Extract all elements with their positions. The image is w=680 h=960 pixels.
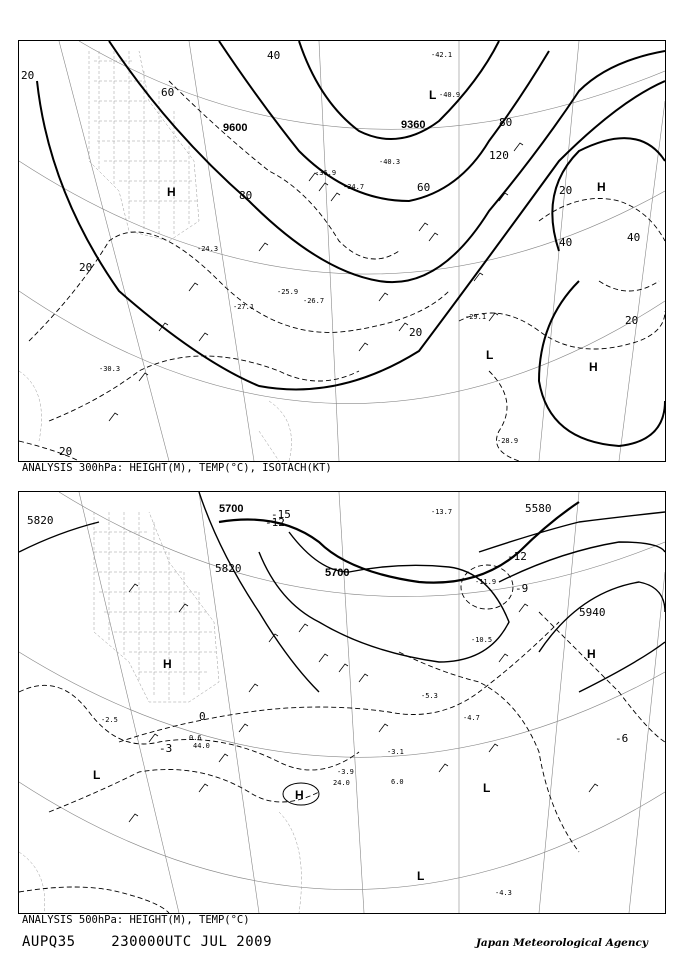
upper-isotach-60-a: 60 [161, 86, 175, 99]
lower-station-6: -4.3 [495, 889, 512, 897]
lower-isotherm-6: -6 [615, 732, 629, 745]
upper-temp-7: -30.3 [99, 365, 121, 373]
upper-isotach-80-a: 80 [239, 189, 253, 202]
lower-isotherm-3: -3 [159, 742, 173, 755]
upper-chart-300hpa [18, 40, 666, 462]
upper-dashed-contours [19, 81, 665, 461]
analysis-timestamp: 230000UTC JUL 2009 [111, 934, 273, 950]
lower-station-12: 24.0 [333, 779, 350, 787]
lower-center-h-2: H [295, 788, 304, 802]
upper-temp-4: -27.1 [233, 303, 255, 311]
upper-parallels [19, 41, 665, 404]
lower-meridians [79, 492, 665, 913]
lower-isotherm-12-b: -12 [507, 550, 527, 563]
upper-temp-12: -42.1 [431, 51, 453, 59]
upper-isotach-60-b: 60 [417, 181, 431, 194]
lower-center-h-3: H [587, 647, 596, 661]
lower-station-13: 6.0 [391, 778, 404, 786]
lower-station-5: -4.7 [463, 714, 480, 722]
lower-station-8: -3.1 [387, 748, 404, 756]
lower-isotherm-9: -9 [515, 582, 529, 595]
lower-station-2: -11.9 [475, 578, 497, 586]
upper-temp-3: -26.7 [303, 297, 325, 305]
upper-isotach-40-c: 40 [559, 236, 573, 249]
lower-parallels [19, 492, 665, 890]
upper-center-h-2: H [597, 180, 606, 194]
lower-chart-map [19, 492, 665, 913]
upper-temp-5: -28.9 [497, 437, 519, 445]
lower-station-11: 44.0 [193, 742, 210, 750]
lower-station-9: -2.5 [101, 716, 118, 724]
lower-chart-500hpa [18, 491, 666, 914]
upper-isotach-20-f: 20 [59, 445, 73, 458]
upper-temp-2: -25.9 [277, 288, 299, 296]
lower-chart-caption: ANALYSIS 500hPa: HEIGHT(M), TEMP(°C) [22, 914, 250, 926]
upper-center-l-1: L [429, 88, 437, 102]
upper-isotach-120: 120 [489, 149, 509, 162]
upper-isotach-40-a: 40 [267, 49, 281, 62]
upper-temp-1: -24.3 [197, 245, 219, 253]
upper-temp-6: -29.1 [465, 313, 487, 321]
lower-height-5820-a: 5820 [27, 514, 54, 527]
upper-isotach-80-b: 80 [499, 116, 513, 129]
lower-isotherm-0: 0 [199, 710, 206, 723]
lower-station-7: -3.9 [337, 768, 354, 776]
upper-isotach-20-a: 20 [21, 69, 35, 82]
upper-temp-10: -40.3 [379, 158, 401, 166]
lower-station-1: -13.7 [431, 508, 453, 516]
upper-center-h-3: H [589, 360, 598, 374]
upper-temp-8: -34.7 [343, 183, 365, 191]
upper-temp-9: -36.9 [315, 169, 337, 177]
lower-height-5580: 5580 [525, 502, 552, 515]
upper-center-h-1: H [167, 185, 176, 199]
lower-station-4: -5.3 [421, 692, 438, 700]
lower-center-l-3: L [417, 869, 425, 883]
upper-height-label-2: 9360 [401, 119, 426, 131]
lower-height-5940: 5940 [579, 606, 606, 619]
upper-height-label-1: 9600 [223, 122, 248, 134]
product-code: AUPQ35 [22, 934, 76, 950]
lower-center-h-1: H [163, 657, 172, 671]
upper-isotach-20-e: 20 [559, 184, 573, 197]
upper-isotach-40-b: 40 [627, 231, 641, 244]
lower-wind-barbs [129, 584, 598, 822]
upper-isotach-20-b: 20 [79, 261, 93, 274]
lower-center-l-2: L [483, 781, 491, 795]
agency-name: Japan Meteorological Agency [475, 937, 648, 949]
lower-center-l-1: L [93, 768, 101, 782]
lower-height-5700-a: 5700 [219, 503, 244, 515]
lower-isotherm-15: -15 [271, 508, 291, 521]
product-header [22, 934, 272, 950]
upper-chart-map [19, 41, 665, 461]
upper-isotach-20-c: 20 [409, 326, 423, 339]
lower-height-5820-b: 5820 [215, 562, 242, 575]
upper-temp-11: -40.9 [439, 91, 461, 99]
upper-center-l-2: L [486, 348, 494, 362]
upper-chart-caption: ANALYSIS 300hPa: HEIGHT(M), TEMP(°C), ISOTACH(KT) [22, 462, 332, 474]
lower-isotherm-12-a: -12 [265, 516, 285, 529]
lower-height-5700-b: 5700 [325, 567, 350, 579]
lower-station-3: -10.5 [471, 636, 493, 644]
upper-meridians [59, 41, 665, 461]
upper-isotach-20-d: 20 [625, 314, 639, 327]
lower-coastline [19, 512, 302, 913]
lower-station-10: 0.6 [189, 734, 202, 742]
